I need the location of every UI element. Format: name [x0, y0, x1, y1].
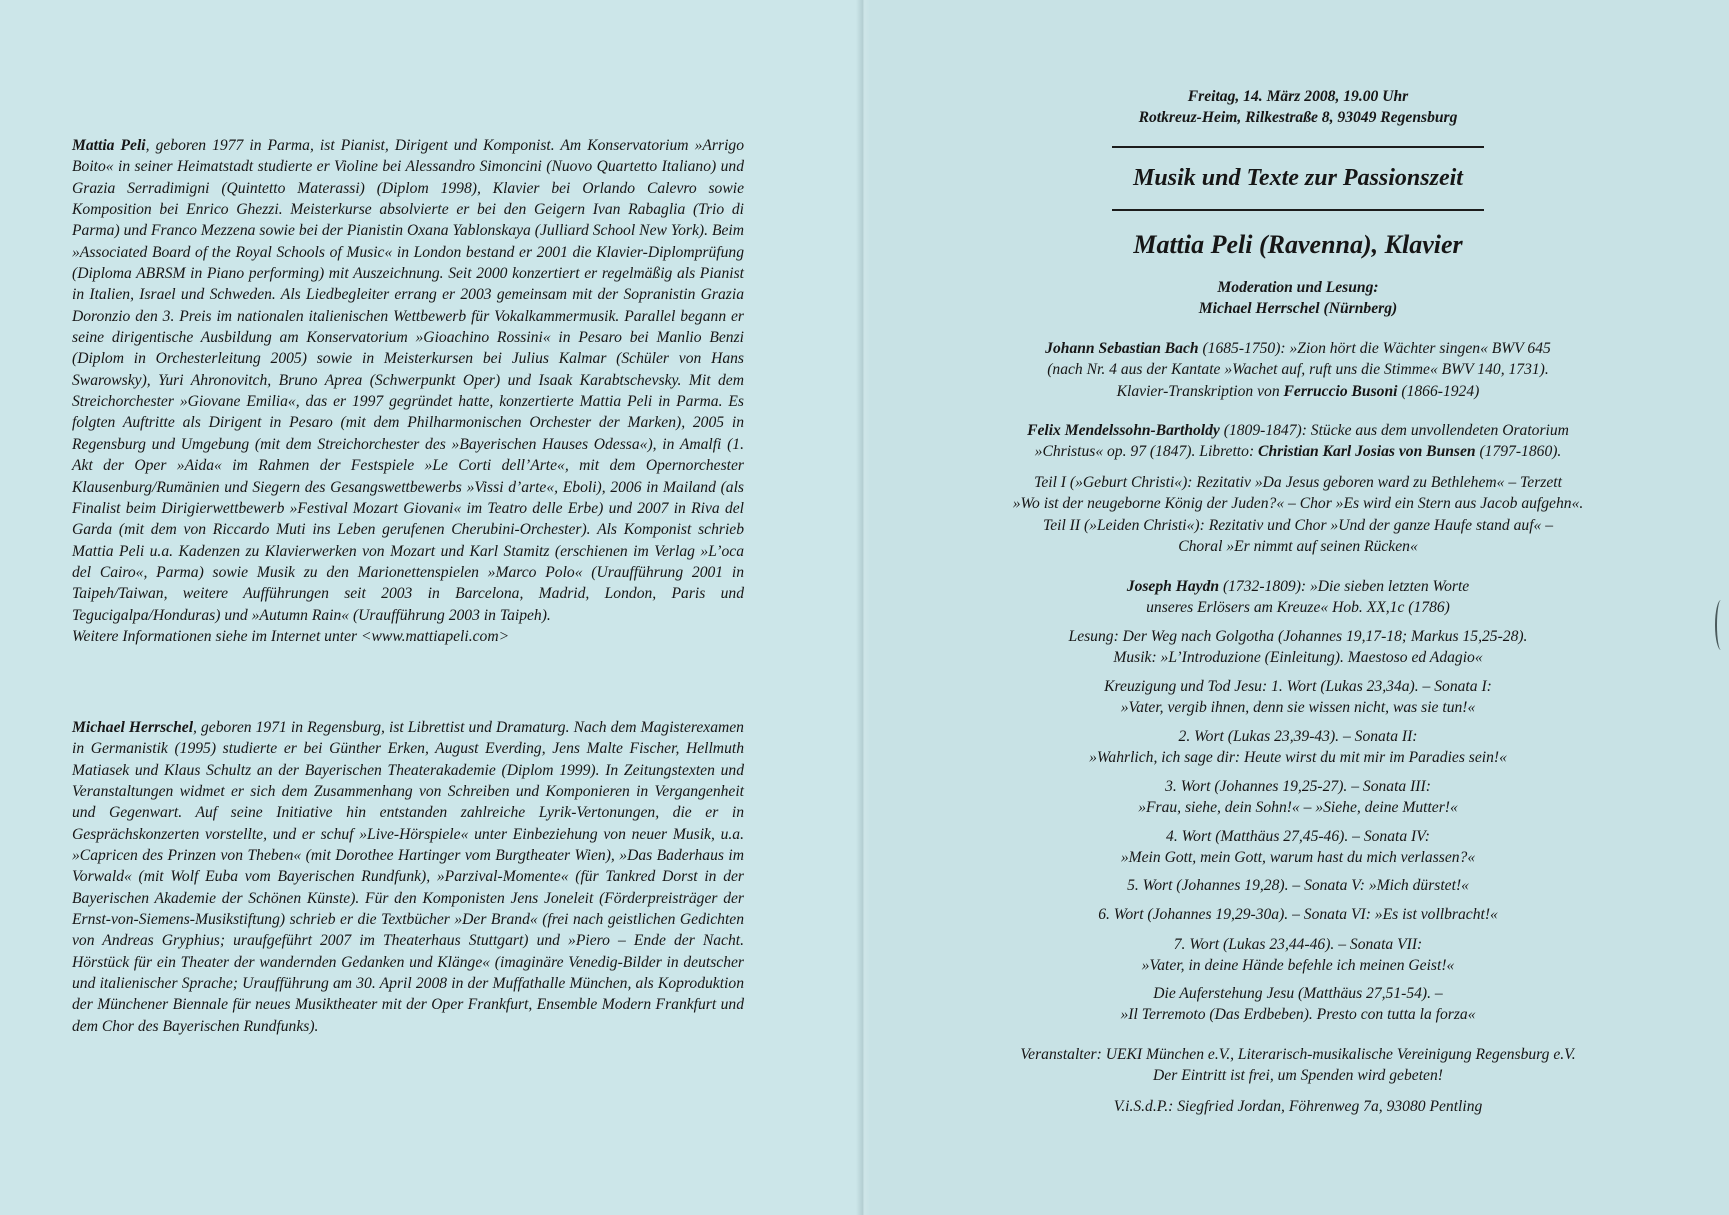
word-5: [948, 875, 1648, 896]
bach-line-1: (1685-1750): »Zion hört die Wächter singen« BWV 645: [1198, 340, 1551, 357]
bio-peli-text: , geboren 1977 in Parma, ist Pianist, Dirigent und Komponist. Am Konservatorium »Arrigo Boito« in seiner Heimatstadt studierte er Violine bei Alessandro Simoncini (Nuovo Quartetto Italiano) und Grazia Serradimigni (Quintetto Materassi) (Diplom 1998), Klavier bei Orlando Calevro sowie Komposition bei Enrico Ghezzi. Meisterkurse absolvierte er bei den Geigern Ivan Rabaglia (Trio di Parma) und Franco Mezzena sowie bei der Pianistin Oxana Yablonskaya (Julliard School New York). Beim »Associated Board of the Royal Schools of Music« in London bestand er 2001 die Klavier-Diplomprüfung (Diploma ABRSM in Piano performing) mit Auszeichnung. Seit 2000 konzertiert er regelmäßig als Pianist in Italien, Israel und Schweden. Als Liedbegleiter errang er 2003 gemeinsam mit der Sopranistin Grazia Doronzio den 3. Preis im nationalen italienischen Wettbewerb für Vokalkammermusik. Parallel begann er seine dirigentische Ausbildung am Konservatorium »Gioachino Rossini« in Pesaro bei Manlio Benzi (Diplom in Orchesterleitung 2005) sowie in Meisterkursen bei Julius Kalmar (Schüler von Hans Swarowsky), Yuri Ahronovitch, Bruno Aprea (Schwerpunkt Oper) und Isaak Karabtschevsky. Mit dem Streichorchester »Giovane Emilia«, das er 1997 gegründet hatte, konzertierte Mattia Peli in Parma. Es folgten Auftritte als Dirigent in Pesaro (mit dem Philharmonischen Orchester der Marken), 2005 in Regensburg und Umgebung (mit dem Streichorchester des »Bayerischen Hauses Odessa«), in Amalfi (1. Akt der Oper »Aida« im Rahmen der Festspiele »Le Corti dell’Arte«, mit dem Opernorchester Klausenburg/Rumänien und Siegern des Gesangswettbewerbs »Vissi d’arte«, Eboli), 2006 in Mailand (als Finalist beim Dirigierwettbewerb »Festival Mozart Giovani« im Teatro delle Erbe) und 2007 in Riva del Garda (mit dem von Riccardo Muti ins Leben gerufenen Cherubini-Orchester). Als Komponist schrieb Mattia Peli u.a. Kadenzen zu Klavierwerken von Mozart und Karl Stamitz (erschienen im Verlag »L’oca del Cairo«, Parma) sowie Musik zu den Marionettenspielen »Marco Polo« (Uraufführung 2001 in Taipeh/Taiwan, weitere Aufführungen seit 2003 in Barcelona, Madrid, London, Paris und Tegucigalpa/Honduras) und »Autumn Rain« (Uraufführung 2003 in Taipeh).: [72, 137, 744, 624]
word-7-title: 7. Wort (Lukas 23,44-46). – Sonata VII:: [1173, 936, 1423, 953]
word-1-title: Kreuzigung und Tod Jesu: 1. Wort (Lukas 23,34a). – Sonata I:: [1104, 678, 1492, 695]
mendelssohn-composer: Felix Mendelssohn-Bartholdy: [1027, 422, 1220, 439]
word-1: [948, 676, 1648, 719]
word-3-quote: »Frau, siehe, dein Sohn!« – »Siehe, deine Mutter!«: [1138, 799, 1458, 817]
bach-composer: Johann Sebastian Bach: [1045, 340, 1199, 357]
event-date: Freitag, 14. März 2008, 19.00 Uhr: [1187, 88, 1409, 105]
mendelssohn-line-4: »Wo ist der neugeborne König der Juden?« – Chor »Es wird ein Stern aus Jacob aufgehn«.: [1012, 495, 1584, 513]
mendelssohn-entry: Felix Mendelssohn-Bartholdy (1809-1847): Stücke aus dem unvollendeten Oratorium »Christus« op. 97 (1847). Libretto: Christian Karl Josias von Bunsen (1797-1860).: [1027, 422, 1569, 461]
mendelssohn-line-2: »Christus« op. 97 (1847). Libretto:: [1034, 443, 1259, 461]
word-3-title: 3. Wort (Johannes 19,25-27). – Sonata III:: [1165, 778, 1431, 795]
word-4-quote: »Mein Gott, mein Gott, warum hast du mich verlassen?«: [1120, 849, 1476, 867]
bach-line-3: Klavier-Transkription von: [1116, 382, 1284, 400]
haydn-entry: [948, 576, 1648, 619]
bach-line-2: (nach Nr. 4 aus der Kantate »Wachet auf, ruft uns die Stimme« BWV 140, 1731).: [1047, 361, 1549, 379]
moderation: [948, 277, 1648, 320]
word-3: [948, 776, 1648, 819]
bio-herrschel-name: Michael Herrschel: [72, 719, 194, 736]
organizer: Veranstalter: UEKI München e.V., Literarisch-musikalische Vereinigung Regensburg e.V.: [1020, 1046, 1576, 1063]
mendelssohn-librettist: Christian Karl Josias von Bunsen: [1258, 443, 1476, 461]
left-page: [0, 0, 862, 1215]
bio-herrschel-text: , geboren 1971 in Regensburg, ist Librettist und Dramaturg. Nach dem Magisterexamen in Germanistik (1995) studierte er bei Günther Erken, August Everding, Jens Malte Fischer, Hellmuth Matiasek und Klaus Schultz an der Bayerischen Theaterakademie (Diplom 1999). In Zeitungstexten und Veranstaltungen widmet er sich dem Zusammenhang von Schreiben und Komponieren in Vergangenheit und Gegenwart. Auf seine Initiative hin entstanden zahlreiche Lyrik-Vertonungen, die er in Gesprächskonzerten vorstellte, und er schuf »Live-Hörspiele« unter Einbeziehung von neuer Musik, u.a. »Capricen des Prinzen von Theben« (mit Dorothee Hartinger vom Burgtheater Wien), »Das Baderhaus im Vorwald« (mit Wolf Euba vom Bayerischen Rundfunk), »Parzival-Momente« (für Tankred Dorst in der Bayerischen Akademie der Schönen Künste). Für den Komponisten Jens Joneleit (Förderpreisträger der Ernst-von-Siemens-Musikstiftung) schrieb er die Textbücher »Der Brand« (frei nach geistlichen Gedichten von Andreas Gryphius; uraufgeführt 2007 im Theaterhaus Stuttgart) und »Piero – Ende der Nacht. Hörstück für ein Theater der wandernden Gedanken und Klänge« (imaginäre Venedig-Bilder in deutscher und italienischer Sprache; Uraufführung am 30. April 2008 in der Muffathalle München, als Koproduktion der Münchener Biennale für neues Musiktheater mit der Oper Frankfurt, Ensemble Modern Frankfurt und dem Chor des Bayerischen Rundfunks).: [72, 719, 744, 1035]
mendelssohn-line-6: Choral »Er nimmt auf seinen Rücken«: [1178, 537, 1418, 555]
admission: Der Eintritt ist frei, um Spenden wird gebeten!: [1153, 1067, 1443, 1085]
moderation-label: Moderation und Lesung:: [1217, 279, 1379, 296]
performer: Mattia Peli (Ravenna), Klavier: [1133, 230, 1463, 259]
mendelssohn-parts: [948, 472, 1648, 557]
haydn-intro: [948, 626, 1648, 669]
word-6-title: 6. Wort (Johannes 19,29-30a). – Sonata VI: »Es ist vollbracht!«: [1098, 906, 1498, 923]
bio-michael-herrschel: [72, 717, 744, 1037]
word-1-quote: »Vater, vergib ihnen, denn sie wissen nicht, was sie tun!«: [1120, 699, 1476, 717]
bach-entry: Johann Sebastian Bach (1685-1750): »Zion hört die Wächter singen« BWV 645 (nach Nr. 4 aus der Kantate »Wachet auf, ruft uns die Stimme« BWV 140, 1731). Klavier-Transkription von Ferruccio Busoni (1866-1924): [948, 338, 1648, 402]
word-2-quote: »Wahrlich, ich sage dir: Heute wirst du mit mir im Paradies sein!«: [1089, 749, 1507, 767]
haydn-line-3: Lesung: Der Weg nach Golgotha (Johannes 19,17-18; Markus 15,25-28).: [1068, 628, 1528, 645]
visdp-block: [948, 1096, 1648, 1117]
event-venue: Rotkreuz-Heim, Rilkestraße 8, 93049 Regensburg: [1138, 109, 1458, 127]
visdp: V.i.S.d.P.: Siegfried Jordan, Föhrenweg 7a, 93080 Pentling: [1113, 1098, 1483, 1115]
bio-mattia-peli: [72, 135, 744, 647]
event-header: [948, 86, 1648, 129]
word-5-title: 5. Wort (Johannes 19,28). – Sonata V: »Mich dürstet!«: [1127, 877, 1469, 894]
program-title: Musik und Texte zur Passionszeit: [1133, 165, 1463, 191]
rule-top: [948, 146, 1648, 148]
resurrection: [948, 983, 1648, 1026]
word-6: [948, 904, 1648, 925]
word-4-title: 4. Wort (Matthäus 27,45-46). – Sonata IV:: [1166, 828, 1430, 845]
resurrection-title: Die Auferstehung Jesu (Matthäus 27,51-54). –: [1153, 985, 1443, 1002]
resurrection-quote: »Il Terremoto (Das Erdbeben). Presto con tutta la forza«: [1120, 1006, 1476, 1024]
mendelssohn-line-5: Teil II (»Leiden Christi«): Rezitativ und Chor »Und der ganze Haufe stand auf« –: [1042, 516, 1554, 534]
word-2: [948, 726, 1648, 769]
haydn-composer: Joseph Haydn: [1126, 578, 1220, 595]
haydn-line-2: unseres Erlösers am Kreuze« Hob. XX,1c (1786): [1146, 599, 1450, 617]
organizer-block: [948, 1044, 1648, 1087]
mendelssohn-line-1: (1809-1847): Stücke aus dem unvollendeten Oratorium: [1219, 422, 1569, 439]
word-4: [948, 826, 1648, 869]
word-2-title: 2. Wort (Lukas 23,39-43). – Sonata II:: [1178, 728, 1418, 745]
bach-arranger: Ferruccio Busoni: [1283, 382, 1398, 400]
word-7: [948, 934, 1648, 977]
mendelssohn-line-3: Teil I (»Geburt Christi«): Rezitativ »Da Jesus geboren ward zu Bethlehem« – Terzett: [1034, 474, 1562, 491]
page-edge-mark: [1715, 600, 1727, 650]
page-fold: [856, 0, 870, 1215]
moderator: Michael Herrschel (Nürnberg): [1198, 300, 1398, 318]
bio-peli-name: Mattia Peli: [72, 137, 146, 154]
bio-peli-more-info: Weitere Informationen siehe im Internet unter <www.mattiapeli.com>: [72, 627, 510, 645]
rule-bottom: [948, 209, 1648, 211]
haydn-line-1: (1732-1809): »Die sieben letzten Worte: [1219, 578, 1470, 595]
word-7-quote: »Vater, in deine Hände befehle ich meinen Geist!«: [1141, 957, 1455, 975]
haydn-line-4: Musik: »L’Introduzione (Einleitung). Maestoso ed Adagio«: [1113, 649, 1483, 667]
